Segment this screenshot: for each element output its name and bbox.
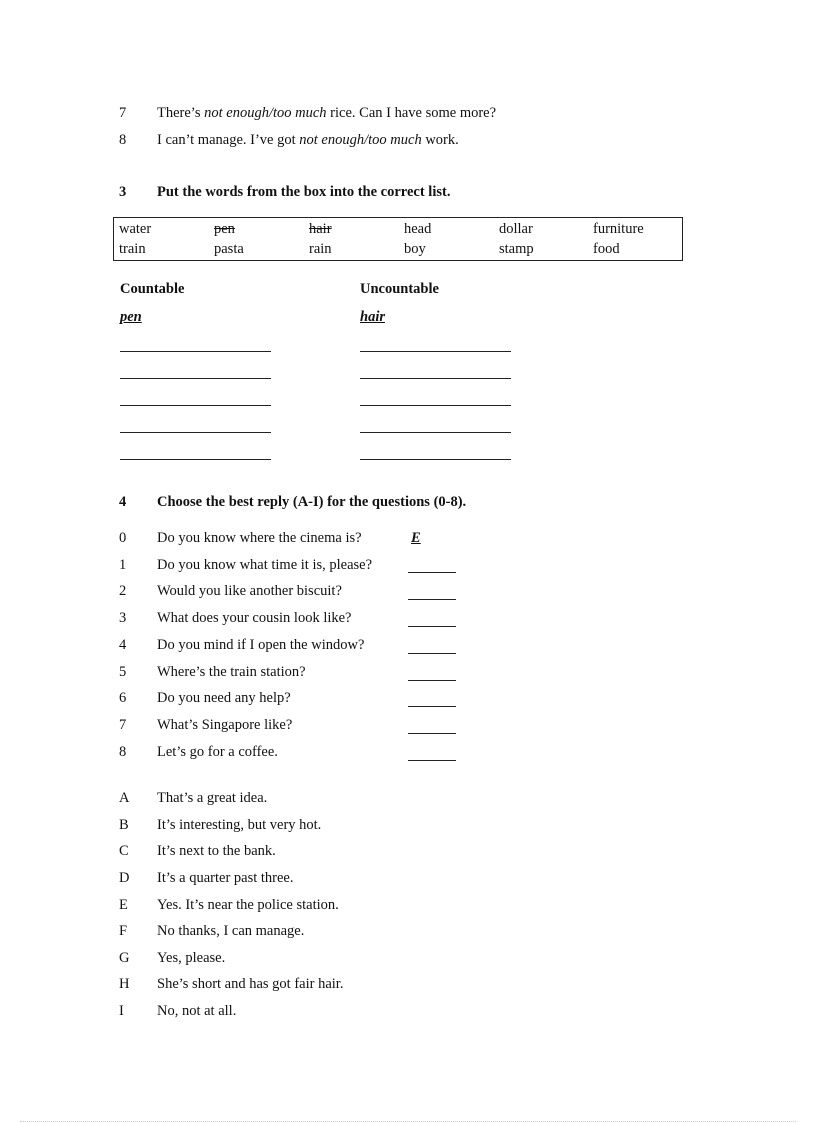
question-text: What does your cousin look like? [157,610,352,626]
question-number: 0 [119,530,127,546]
answer-blank[interactable] [408,598,456,600]
reply-letter: A [119,790,130,806]
word-box-word: boy [404,241,426,257]
countable-answer-line[interactable] [120,458,271,460]
word-box-word: stamp [499,241,534,257]
answer-blank[interactable] [408,732,456,734]
uncountable-answer-line[interactable] [360,350,511,352]
reply-text: It’s interesting, but very hot. [157,817,322,833]
question-number: 8 [119,744,127,760]
word-box-word: train [119,241,146,257]
reply-text: Yes. It’s near the police station. [157,897,339,913]
uncountable-answer-line[interactable] [360,377,511,379]
countable-answer-line[interactable] [120,431,271,433]
word-box-word: head [404,221,432,237]
answer-blank[interactable] [408,705,456,707]
reply-letter: D [119,870,130,886]
example-answer: E [411,530,421,546]
reply-text: Yes, please. [157,950,226,966]
answer-blank[interactable] [408,759,456,761]
reply-text: No thanks, I can manage. [157,923,305,939]
answer-blank[interactable] [408,571,456,573]
word-box-word: dollar [499,221,533,237]
countable-answer-line[interactable] [120,350,271,352]
reply-text: No, not at all. [157,1003,237,1019]
question-number: 3 [119,610,127,626]
reply-text: It’s next to the bank. [157,843,276,859]
page-bottom-edge [20,1121,796,1122]
word-box-word: food [593,241,620,257]
reply-letter: B [119,817,129,833]
question-text: Do you know what time it is, please? [157,557,373,573]
question-text: What’s Singapore like? [157,717,293,733]
uncountable-answer-line[interactable] [360,404,511,406]
countable-answer-line[interactable] [120,377,271,379]
countable-answer-line[interactable] [120,404,271,406]
question-number: 7 [119,717,127,733]
question-number: 2 [119,583,127,599]
reply-letter: F [119,923,128,939]
reply-text: That’s a great idea. [157,790,268,806]
exercise-3-instruction: Put the words from the box into the correct list. [157,184,451,200]
word-box-word: pasta [214,241,244,257]
word-box-word: rain [309,241,332,257]
exercise-3-number: 3 [119,184,127,200]
question-text: Where’s the train station? [157,664,306,680]
uncountable-answer-line[interactable] [360,431,511,433]
uncountable-example: hair [360,309,385,325]
question-number: 6 [119,690,127,706]
word-box [113,217,683,261]
answer-blank[interactable] [408,625,456,627]
question-text: Let’s go for a coffee. [157,744,278,760]
reply-letter: G [119,950,130,966]
ex2-item-number: 8 [119,132,127,148]
answer-blank[interactable] [408,652,456,654]
question-number: 5 [119,664,127,680]
exercise-4-instruction: Choose the best reply (A-I) for the questions (0-8). [157,494,467,510]
question-text: Would you like another biscuit? [157,583,342,599]
word-box-word: furniture [593,221,644,237]
reply-letter: C [119,843,129,859]
question-text: Do you know where the cinema is? [157,530,362,546]
ex2-item-number: 7 [119,105,127,121]
reply-letter: H [119,976,130,992]
countable-heading: Countable [120,281,185,297]
reply-text: It’s a quarter past three. [157,870,294,886]
question-text: Do you mind if I open the window? [157,637,365,653]
ex2-item-sentence: I can’t manage. I’ve got not enough/too much work. [157,132,459,148]
question-text: Do you need any help? [157,690,291,706]
exercise-4-number: 4 [119,494,127,510]
ex2-item-sentence: There’s not enough/too much rice. Can I have some more? [157,105,497,121]
answer-blank[interactable] [408,679,456,681]
uncountable-heading: Uncountable [360,281,439,297]
question-number: 1 [119,557,127,573]
word-box-word: pen [214,221,235,237]
uncountable-answer-line[interactable] [360,458,511,460]
reply-letter: E [119,897,128,913]
word-box-word: hair [309,221,332,237]
word-box-word: water [119,221,152,237]
reply-text: She’s short and has got fair hair. [157,976,344,992]
countable-example: pen [120,309,142,325]
reply-letter: I [119,1003,124,1019]
question-number: 4 [119,637,127,653]
